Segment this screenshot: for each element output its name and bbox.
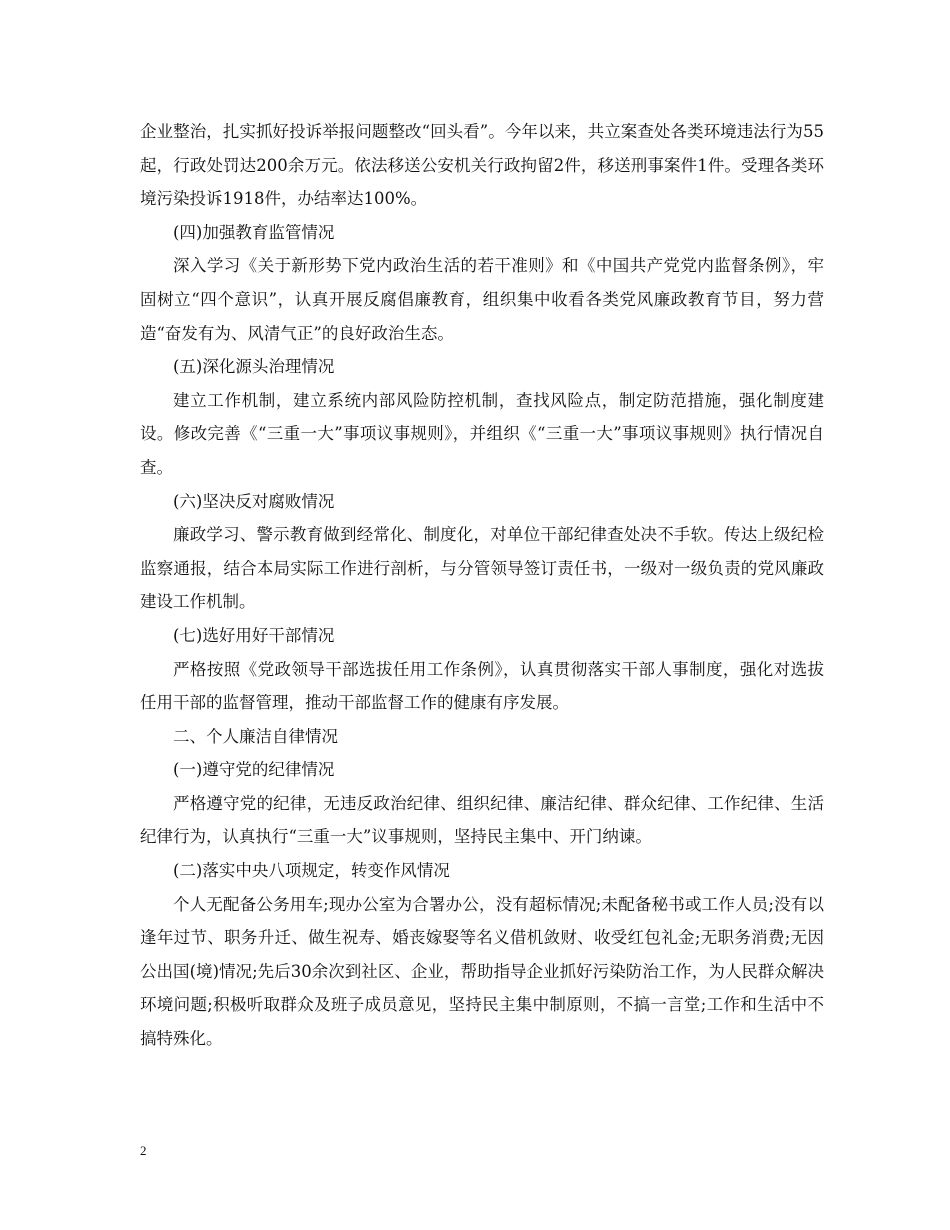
paragraph-party-discipline: 严格遵守党的纪律，无违反政治纪律、组织纪律、廉洁纪律、群众纪律、工作纪律、生活纪律行为，认真执行“三重一大”议事规则，坚持民主集中、开门纳谏。: [140, 793, 824, 847]
paragraph-anti-corruption: 廉政学习、警示教育做到经常化、制度化，对单位干部纪律查处决不手软。传达上级纪检监察通报，结合本局实际工作进行剖析，与分管领导签订责任书，一级对一级负责的党风廉政建设工作机制。: [140, 525, 824, 612]
heading-eight-regulations: (二)落实中央八项规定，转变作风情况: [173, 861, 450, 881]
heading-cadre-selection: (七)选好用好干部情况: [173, 625, 335, 645]
paragraph-education-supervision: 深入学习《关于新形势下党内政治生活的若干准则》和《中国共产党党内监督条例》，牢固树立“四个意识”，认真开展反腐倡廉教育，组织集中收看各类党风廉政教育节目，努力营造“奋发有为、风清气正”的良好政治生态。: [140, 256, 824, 343]
document-body: [140, 115, 824, 1056]
heading-source-governance: (五)深化源头治理情况: [173, 357, 335, 377]
page-number: 2: [140, 1143, 147, 1158]
paragraph-environmental-enforcement: 企业整治，扎实抓好投诉举报问题整改“回头看”。今年以来，共立案查处各类环境违法行为55起，行政处罚达200余万元。依法移送公安机关行政拘留2件，移送刑事案件1件。受理各类环境污染投诉1918件，办结率达100%。: [140, 122, 824, 209]
heading-education-supervision: (四)加强教育监管情况: [173, 222, 335, 242]
heading-party-discipline: (一)遵守党的纪律情况: [173, 760, 335, 780]
heading-personal-integrity: 二、个人廉洁自律情况: [173, 726, 338, 746]
heading-anti-corruption: (六)坚决反对腐败情况: [173, 491, 335, 511]
paragraph-source-governance: 建立工作机制，建立系统内部风险防控机制，查找风险点，制定防范措施，强化制度建设。修改完善《“三重一大”事项议事规则》，并组织《“三重一大”事项议事规则》执行情况自查。: [140, 390, 824, 477]
paragraph-eight-regulations: 个人无配备公务用车;现办公室为合署办公，没有超标情况;未配备秘书或工作人员;没有以逢年过节、职务升迁、做生祝寿、婚丧嫁娶等名义借机敛财、收受红包礼金;无职务消费;无因公出国(境)情况;先后30余次到社区、企业，帮助指导企业抓好污染防治工作，为人民群众解决环境问题;积极听取群众及班子成员意见，坚持民主集中制原则，不搞一言堂;工作和生活中不搞特殊化。: [140, 894, 824, 1049]
paragraph-cadre-selection: 严格按照《党政领导干部选拔任用工作条例》，认真贯彻落实干部人事制度，强化对选拔任用干部的监督管理，推动干部监督工作的健康有序发展。: [140, 659, 824, 713]
